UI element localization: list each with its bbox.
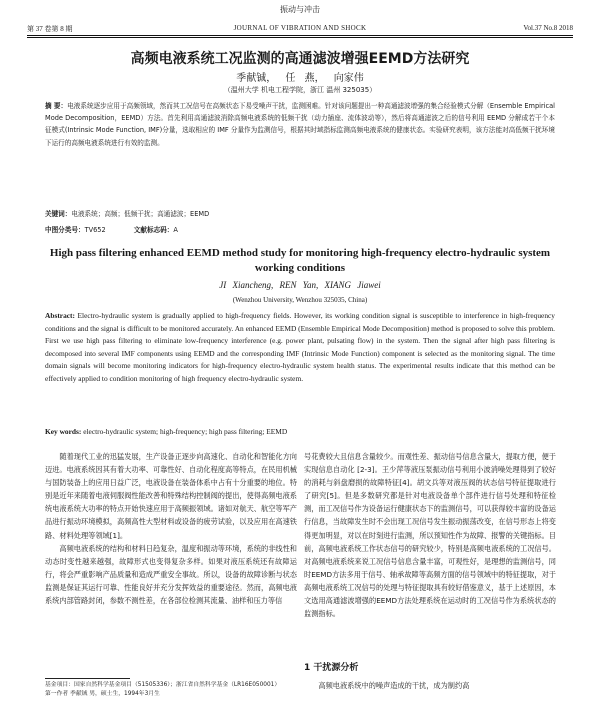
classification-line <box>45 224 555 234</box>
doc-code-value: A <box>173 226 178 234</box>
doc-code-label: 文献标志码： <box>133 226 174 234</box>
doc-code <box>134 226 178 234</box>
authors-en: JI Xiancheng, REN Yan, XIANG Jiawei <box>219 280 381 290</box>
body-paragraph-1: 随着现代工业的迅猛发展，生产设备正逐步向高速化、自动化和智能化方向迈进。电液系统因其有着大功率、可靠性好、自动化程度高等特点，在民用机械与国防装备上的应用日益广泛，电液设备在装备体系中占有十分重要的地位。特别是近年来随着电液伺服阀性能改善和特殊结构控制阀的提出，使得高频电液系统电液系统大功率的特点开始快速应用于高频振领域。诸如对航天、航空等军产品进行振动环境模拟，高频高性大型材料或设备的疲劳试验，以及应用在高速铁路、材料处理等领域[1]。 <box>45 452 297 540</box>
affiliation-en: (Wenzhou University, Wenzhou 325035, China) <box>232 296 368 304</box>
footnote-fund: 基金项目：国家自然科学基金项目（51505336）；浙江省自然科学基金（LR16E050001） <box>45 682 281 688</box>
body-paragraph-2: 高频电液系统的结构和材料日趋复杂，温度和振动等环境，系统的非线性和动态时变性越来越强，故障形式也变得复杂多样。如果对液压系统还有故障运行，将会严重影响产品质量和造成严重安全事故。所以，设备的故障诊断与状态监测是保证其运行可靠、性能良好并充分发挥效益的重要途径。然而，高频电液系统内部管路封闭，参数不测性差，在各部位检测其流量、油样和压力等信 <box>45 543 297 606</box>
abstract-cn <box>45 100 555 149</box>
keywords-cn-text: 电液系统；高频；低频干扰；高通滤波；EEMD <box>71 210 210 218</box>
keywords-cn <box>45 208 555 218</box>
header-rule-bottom <box>27 37 573 38</box>
title-cn: 高频电液系统工况监测的高通滤波增强EEMD方法研究 <box>130 51 470 67</box>
volume-issue-en: Vol.37 No.8 2018 <box>523 24 573 32</box>
body-column-left <box>45 450 297 675</box>
header-rule-top <box>27 35 573 36</box>
clc-value: TV652 <box>84 226 106 234</box>
footnote-rule <box>45 678 130 679</box>
footnotes <box>45 681 297 699</box>
authors-cn: 季献铖， 任 燕， 向家伟 <box>236 73 364 84</box>
section-1-first-line: 高频电液系统中的噪声造成的干扰，成为制约高 <box>318 681 470 690</box>
footnote-first-author: 第一作者 季献铖 男，硕士生，1994年3月生 <box>45 691 160 697</box>
abstract-en-text: Electro-hydraulic system is gradually applied to high-frequency fields. However, its working condition signal is susceptible to interference in high-frequency conditions and the signal is difficult to be monitored accurately. An enhanced EEMD (Ensemble Empirical Mode Decomposition) method is proposed to solve this problem. First we use high pass filtering to eliminate low-frequency interference (e.g. power plant, pulsating flow) in the system. Then the signal after high pass filtering is decomposed into several IMF components using EEMD and the corresponding IMF (Intrinsic Mode Function) component is selected as the monitoring signal. The time domain signals will become monitoring indicators for high-frequency electro-hydraulic system health status. The experimental results indicate that this method can be effectively applied to condition monitoring of high frequency electro-hydraulic system. <box>45 311 555 383</box>
title-en: High pass filtering enhanced EEMD method study for monitoring high-frequency electro-hydraulic system working conditions <box>49 247 551 274</box>
volume-issue-cn: 第 37 卷第 8 期 <box>27 25 73 33</box>
keywords-cn-label: 关键词： <box>45 210 72 218</box>
abstract-en-label: Abstract: <box>45 311 75 320</box>
body-column-right <box>304 450 556 655</box>
abstract-cn-text: 电液系统逐步应用于高频领域，然而其工况信号在高频状态下易受噪声干扰，监测困难。针对该问题提出一种高通滤波增强的集合经验模式分解（Ensemble Empirical Mode Decomposition，EEMD）方法。首先利用高通滤波消除高频电液系统的低频干扰（动力插座、流体波动等），然后将高通滤波之后的信号利用 EEMD 分解成若干个本征模式(Intrinsic Mode Function, IMF)分量，选取相应的 IMF 分量作为监测信号，根据其时域指标监测高频电液系统的健康状态。实验研究表明，该方法能对高低频干扰环境下运行的高频电液系统进行有效的监测。 <box>45 102 556 147</box>
abstract-cn-label: 摘 要： <box>45 102 68 110</box>
keywords-en <box>45 427 555 436</box>
journal-name-cn: 振动与冲击 <box>280 5 320 14</box>
abstract-en <box>45 310 555 385</box>
journal-name-en: JOURNAL OF VIBRATION AND SHOCK <box>233 24 367 32</box>
body-paragraph-3: 号花费较大且信息含量较少。而观性差、振动信号信息含量大，提取方便，便于实现信息自动化 [2-3]。王少萍等液压泵振动信号利用小波消噪处理得到了较好的消耗与斜盘磨损的故障特征[4]。胡文兵等对液压阀的状态信号特征提取进行了研究[5]。但是多数研究都是针对电液设备单个部件进行信号处理和特征检测，而工况信号作为设备运行健康状态下的监测信号，可以获得较丰富的设备运行信息，当故障发生时不会出现工况信号发生振动振荡改变，在信号形态上将变得更加明显，对以在时刻进行监测，所以预知性作为故障、报警的关键指标。目前，高频电液系统工作状态信号的研究较少，特别是高频电液系统的工况信号。对高频电液系统来说工况信号信息含量丰富，可观性好，是理想的监测信号，同时EEMD方法多用于信号、轴承故障等高频方面的信号领域中的特征提取，对于高频电液系统工况信号的处理与特征提取具有较好借鉴意义，基于上述原因，本文选用高通滤波增强的EEMD方法处理系统在运动时的工况信号作为系统状态的监测指标。 <box>304 452 556 619</box>
section-heading-1: 1 干扰源分析 <box>304 663 359 673</box>
clc-label: 中图分类号： <box>45 226 85 234</box>
keywords-en-label: Key words: <box>45 427 82 436</box>
affiliation-cn: （温州大学 机电工程学院，浙江 温州 325035） <box>223 86 377 94</box>
clc-number <box>45 226 106 234</box>
keywords-en-text: electro-hydraulic system; high-frequency; high pass filtering; EEMD <box>83 427 288 436</box>
